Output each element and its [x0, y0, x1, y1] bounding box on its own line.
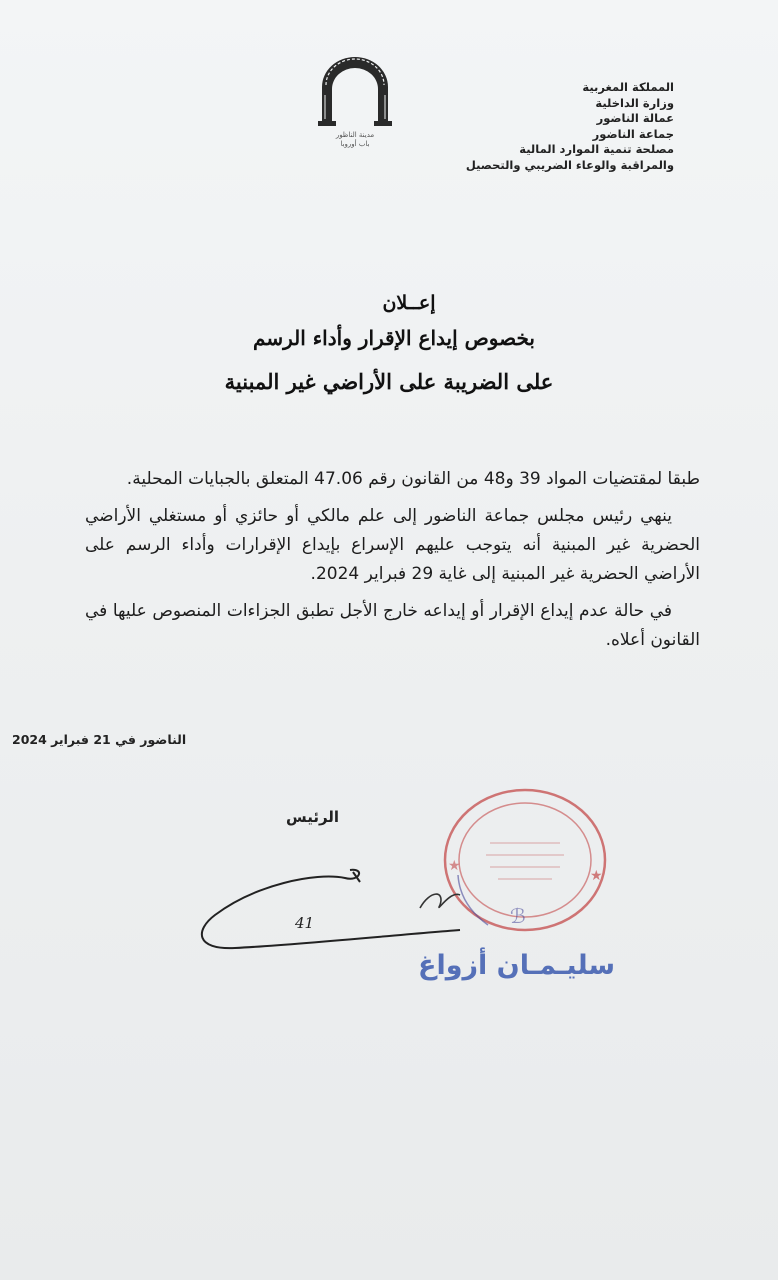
title-line1: إعــلان [382, 292, 436, 314]
announcement-title [0, 290, 778, 404]
title-line2: بخصوص إيداع الإقرار وأداء الرسم [253, 326, 535, 350]
date-line: الناضور في 21 فبراير 2024 [12, 732, 187, 747]
official-stamp [440, 785, 610, 935]
header-line: والمراقبة والوعاء الضريبي والتحصيل [465, 157, 674, 172]
body-paragraph-2: ينهي رئيس مجلس جماعة الناضور إلى علم مالكي أو حائزي أو مستغلي الأراضي الحضرية غير المبنية أنه يتوجب عليهم الإسراع بإيداع الإقرارات وأداء الرسم على الأراضي الحضرية غير المبنية إلى غاية 29 فبراير 2024. [85, 506, 700, 584]
logo-caption-line2: باب أوروبا [340, 140, 370, 148]
announcement-body [85, 465, 700, 663]
arch-icon [316, 55, 394, 127]
handwritten-signature [195, 860, 465, 960]
signer-name: سليـمـان أزواغ [418, 950, 616, 981]
header-line: جماعة الناضور [592, 126, 674, 141]
header-line: المملكة المغربية [582, 80, 674, 94]
body-paragraph-1: طبقا لمقتضيات المواد 39 و48 من القانون رقم 47.06 المتعلق بالجبايات المحلية. [126, 469, 700, 489]
body-paragraph-3: في حالة عدم إيداع الإقرار أو إيداعه خارج الأجل تطبق الجزاءات المنصوص عليها في القانون أعلاه. [85, 601, 700, 650]
header-line: وزارة الداخلية [595, 95, 674, 110]
svg-text:★: ★ [448, 858, 461, 874]
svg-text:ℬ: ℬ [510, 904, 526, 928]
title-line3: على الضريبة على الأراضي غير المبنية [224, 369, 554, 394]
signature-mark: 41 [295, 914, 315, 932]
header-line: مصلحة تنمية الموارد المالية [519, 142, 674, 156]
logo-caption-line1: مدينة الناظور [335, 131, 375, 139]
administrative-header [466, 80, 674, 173]
header-line: عمالة الناضور [596, 111, 674, 125]
svg-text:★: ★ [590, 868, 603, 884]
signature-title: الرئيس [286, 808, 340, 826]
city-gate-logo [300, 55, 410, 149]
